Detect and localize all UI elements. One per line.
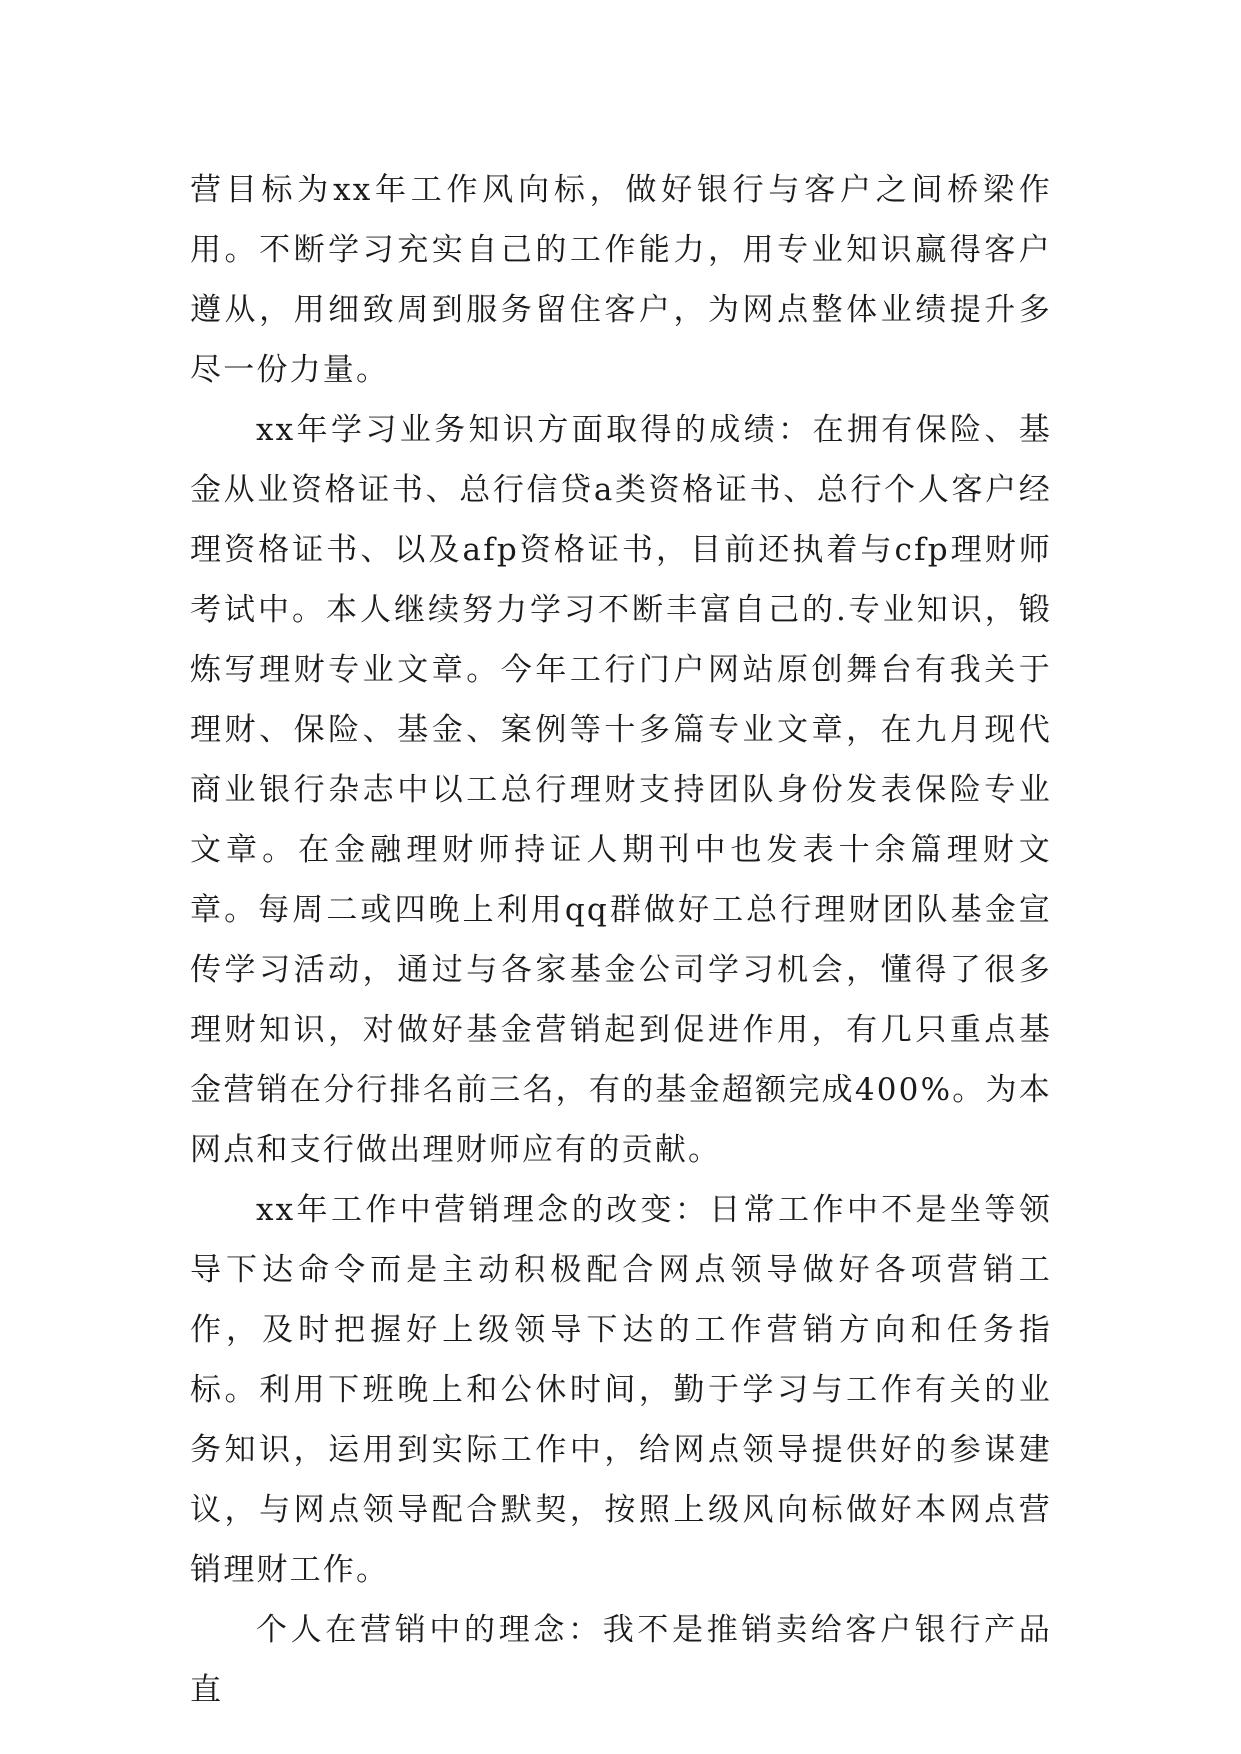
paragraph-3: xx年工作中营销理念的改变：日常工作中不是坐等领导下达命令而是主动积极配合网点领导做好各项营销工作，及时把握好上级领导下达的工作营销方向和任务指标。利用下班晚上和公休时间，勤于学习与工作有关的业务知识，运用到实际工作中，给网点领导提供好的参谋建议，与网点领导配合默契，按照上级风向标做好本网点营销理财工作。 [190, 1192, 1052, 1588]
paragraph-2: xx年学习业务知识方面取得的成绩：在拥有保险、基金从业资格证书、总行信贷a类资格证书、总行个人客户经理资格证书、以及afp资格证书，目前还执着与cfp理财师考试中。本人继续努力学习不断丰富自己的.专业知识，锻炼写理财专业文章。今年工行门户网站原创舞台有我关于理财、保险、基金、案例等十多篇专业文章，在九月现代商业银行杂志中以工总行理财支持团队身份发表保险专业文章。在金融理财师持证人期刊中也发表十余篇理财文章。每周二或四晚上利用qq群做好工总行理财团队基金宣传学习活动，通过与各家基金公司学习机会，懂得了很多理财知识，对做好基金营销起到促进作用，有几只重点基金营销在分行排名前三名，有的基金超额完成400%。为本网点和支行做出理财师应有的贡献。 [190, 412, 1052, 1168]
document-body [190, 160, 1052, 1720]
paragraph-1: 营目标为xx年工作风向标，做好银行与客户之间桥梁作用。不断学习充实自己的工作能力，用专业知识赢得客户遵从，用细致周到服务留住客户，为网点整体业绩提升多尽一份力量。 [190, 172, 1052, 388]
paragraph-4: 个人在营销中的理念：我不是推销卖给客户银行产品直 [190, 1612, 1052, 1708]
